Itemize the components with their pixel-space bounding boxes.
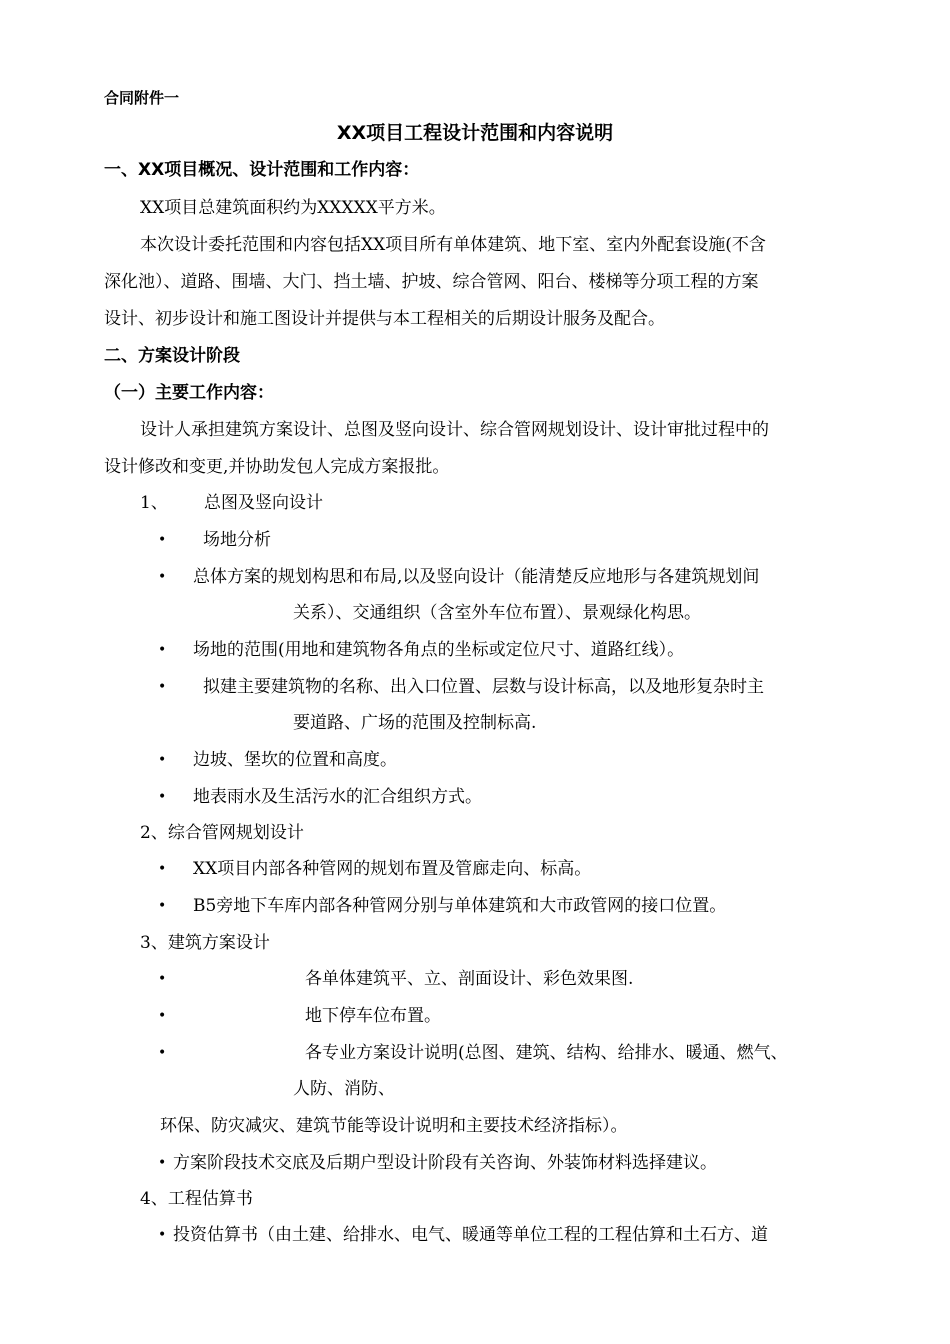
- list-item-continuation: 人防、消防、: [293, 1079, 395, 1099]
- item1-title: 总图及竖向设计: [204, 493, 323, 513]
- bullet-glyph: •: [158, 861, 167, 877]
- section2-sub1-heading: （一）主要工作内容：: [104, 383, 274, 403]
- item4-title: 4、工程估算书: [140, 1189, 253, 1209]
- bullet-glyph: •: [158, 532, 167, 548]
- list-item: 各专业方案设计说明(总图、建筑、结构、给排水、暖通、燃气、: [305, 1043, 788, 1063]
- section1-para2-line2: 深化池）、道路、围墙、大门、挡土墙、护坡、综合管网、阳台、楼梯等分项工程的方案: [104, 272, 759, 292]
- bullet-glyph: •: [158, 898, 167, 914]
- list-item-continuation: 关系）、交通组织（含室外车位布置）、景观绿化构思。: [293, 603, 701, 623]
- bullet-glyph: •: [158, 971, 167, 987]
- item1-number: 1、: [140, 493, 168, 513]
- section2-heading: 二、方案设计阶段: [104, 346, 240, 366]
- section1-heading: 一、XX项目概况、设计范围和工作内容：: [104, 160, 420, 180]
- section1-para2-line1: 本次设计委托范围和内容包括XX项目所有单体建筑、地下室、室内外配套设施(不含: [140, 235, 766, 255]
- section2-intro-line2: 设计修改和变更,并协助发包人完成方案报批。: [104, 457, 450, 477]
- bullet-glyph: •: [158, 642, 167, 658]
- list-item: 方案阶段技术交底及后期户型设计阶段有关咨询、外装饰材料选择建议。: [173, 1153, 717, 1173]
- section2-intro-line1: 设计人承担建筑方案设计、总图及竖向设计、综合管网规划设计、设计审批过程中的: [140, 420, 769, 440]
- item3-title: 3、建筑方案设计: [140, 933, 270, 953]
- annex-label: 合同附件一: [104, 89, 180, 107]
- bullet-glyph: •: [158, 1008, 167, 1024]
- list-item: 各单体建筑平、立、剖面设计、彩色效果图.: [305, 969, 634, 989]
- list-item-continuation: 环保、防灾减灾、建筑节能等设计说明和主要技术经济指标）。: [160, 1116, 628, 1136]
- item2-title: 2、综合管网规划设计: [140, 823, 304, 843]
- list-item: 投资估算书（由土建、给排水、电气、暖通等单位工程的工程估算和土石方、道: [173, 1225, 768, 1245]
- bullet-glyph: •: [158, 679, 167, 695]
- bullet-glyph: •: [158, 1227, 167, 1243]
- section1-para2-line3: 设计、初步设计和施工图设计并提供与本工程相关的后期设计服务及配合。: [104, 309, 665, 329]
- bullet-glyph: •: [158, 752, 167, 768]
- bullet-glyph: •: [158, 1155, 167, 1171]
- bullet-glyph: •: [158, 1045, 167, 1061]
- list-item: 拟建主要建筑物的名称、出入口位置、层数与设计标高，以及地形复杂时主: [203, 677, 764, 697]
- list-item: 场地的范围(用地和建筑物各角点的坐标或定位尺寸、道路红线）。: [193, 640, 685, 660]
- bullet-glyph: •: [158, 789, 167, 805]
- list-item: 边坡、堡坎的位置和高度。: [193, 750, 397, 770]
- section1-para1: XX项目总建筑面积约为XXXXX平方米。: [140, 198, 446, 218]
- list-item: 场地分析: [203, 530, 271, 550]
- list-item: 地下停车位布置。: [305, 1006, 441, 1026]
- list-item: 地表雨水及生活污水的汇合组织方式。: [193, 787, 482, 807]
- list-item: B5旁地下车库内部各种管网分别与单体建筑和大市政管网的接口位置。: [193, 896, 727, 916]
- list-item: XX项目内部各种管网的规划布置及管廊走向、标高。: [193, 859, 592, 879]
- list-item: 总体方案的规划构思和布局,以及竖向设计（能清楚反应地形与各建筑规划间: [193, 567, 760, 587]
- bullet-glyph: •: [158, 569, 167, 585]
- document-title: XX项目工程设计范围和内容说明: [336, 122, 614, 144]
- list-item-continuation: 要道路、广场的范围及控制标高.: [293, 713, 537, 733]
